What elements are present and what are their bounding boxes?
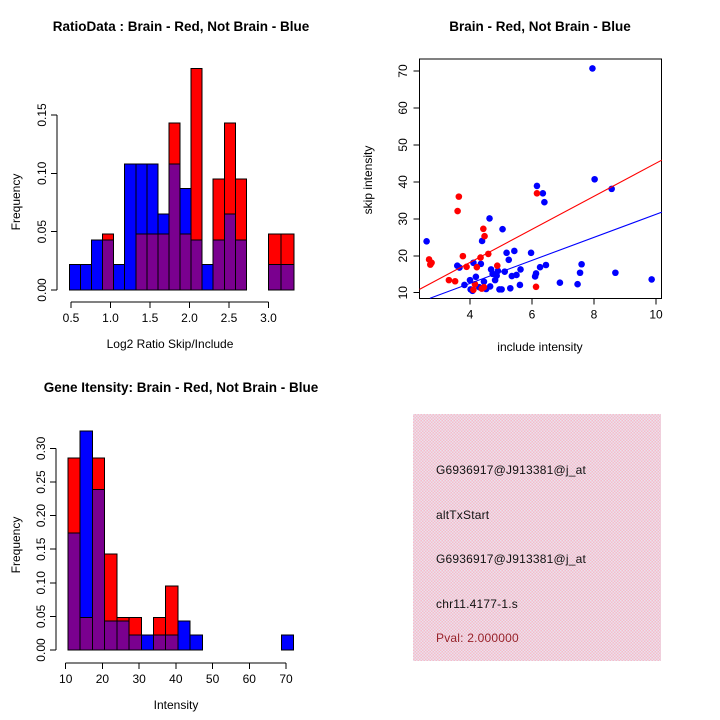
x-axis-title: Intensity: [153, 698, 199, 712]
histogram-bar-segment: [141, 635, 153, 650]
scatter-point-blue: [507, 285, 514, 292]
x-tick-label: 10: [59, 672, 73, 686]
x-tick-label: 8: [590, 307, 598, 322]
y-tick-label: 20: [396, 249, 410, 263]
histogram-bar-segment: [190, 635, 202, 650]
probe-id-line-1: G6936917@J913381@j_at: [436, 463, 587, 477]
scatter-point-blue: [513, 272, 520, 279]
scatter-point-red: [534, 190, 541, 197]
scatter-point-blue: [517, 266, 524, 273]
y-tick-label: 30: [396, 212, 410, 226]
histogram-overlap-segment: [180, 234, 191, 290]
histogram-overlap-segment: [103, 240, 114, 290]
scatter-point-blue: [498, 286, 505, 293]
histogram-bar-segment: [169, 123, 180, 164]
y-tick-label: 0.10: [34, 571, 48, 595]
histogram-overlap-segment: [269, 264, 282, 290]
y-tick-label: 0.00: [34, 638, 48, 662]
scatter-point-blue: [511, 248, 518, 255]
y-tick-label: 70: [396, 64, 410, 78]
y-tick-label: 0.05: [34, 604, 48, 629]
histogram-bar-segment: [180, 188, 191, 234]
x-tick-label: 4: [466, 307, 474, 322]
histogram-overlap-segment: [117, 621, 129, 650]
event-type-line: altTxStart: [436, 508, 490, 522]
scatter-point-blue: [534, 183, 541, 190]
scatter-point-red: [480, 225, 487, 232]
scatter-point-blue: [533, 270, 540, 277]
histogram-bar-segment: [69, 264, 80, 290]
histogram-bar-segment: [92, 458, 104, 490]
x-tick-label: 2.5: [220, 311, 238, 325]
scatter-point-blue: [589, 65, 596, 72]
histogram-bar-segment: [202, 264, 213, 290]
x-tick-label: 1.0: [102, 311, 119, 325]
scatter-point-blue: [499, 226, 506, 233]
y-tick-label: 0.05: [35, 219, 49, 244]
x-axis-title: Log2 Ratio Skip/Include: [106, 337, 234, 351]
chart-title: RatioData : Brain - Red, Not Brain - Blue: [52, 19, 310, 34]
histogram-bar-segment: [68, 458, 80, 533]
histogram-bar-segment: [224, 123, 235, 214]
scatter-point-red: [452, 278, 459, 285]
scatter-point-blue: [543, 262, 550, 269]
y-tick-label: 0.15: [34, 537, 48, 561]
y-tick-label: 0.20: [34, 503, 48, 528]
histogram-bar-segment: [158, 214, 169, 234]
histogram-overlap-segment: [105, 621, 117, 650]
scatter-point-blue: [423, 238, 430, 245]
histogram-overlap-segment: [147, 234, 158, 290]
histogram-overlap-segment: [224, 214, 235, 290]
scatter-point-blue: [574, 281, 581, 288]
x-axis-title: include intensity: [497, 340, 583, 354]
y-tick-label: 0.25: [34, 470, 48, 494]
y-tick-label: 10: [396, 286, 410, 300]
histogram-bar-segment: [117, 618, 129, 621]
scatter-point-red: [460, 253, 467, 260]
histogram-bar-segment: [125, 164, 136, 290]
x-tick-label: 30: [132, 672, 146, 686]
scatter-point-blue: [486, 215, 493, 222]
chart-title: Gene Itensity: Brain - Red, Not Brain - Blue: [43, 380, 319, 395]
histogram-bar-segment: [178, 621, 190, 650]
x-tick-label: 70: [279, 672, 293, 686]
histogram-bar-segment: [114, 264, 125, 290]
scatter-point-blue: [540, 190, 547, 197]
y-axis-title: Frequency: [9, 516, 23, 574]
scatter-point-blue: [517, 282, 524, 289]
probe-id-line-2: G6936917@J913381@j_at: [436, 552, 587, 566]
ratio-histogram-panel: [0, 0, 360, 360]
scatter-point-red: [494, 262, 501, 269]
scatter-point-red: [456, 193, 463, 200]
scatter-point-red: [454, 208, 461, 215]
histogram-bar-segment: [153, 618, 165, 635]
x-tick-label: 60: [242, 672, 256, 686]
scatter-point-blue: [577, 269, 584, 276]
scatter-point-blue: [591, 176, 598, 183]
x-tick-label: 1.5: [141, 311, 159, 325]
scatter-point-red: [474, 264, 481, 271]
y-tick-label: 0.15: [35, 103, 49, 127]
pval-line: Pval: 2.000000: [436, 631, 519, 645]
y-tick-label: 60: [396, 101, 410, 115]
histogram-overlap-segment: [166, 635, 178, 650]
scatter-point-blue: [612, 269, 619, 276]
x-tick-label: 0.5: [62, 311, 80, 325]
x-tick-label: 20: [95, 672, 110, 686]
histogram-bar-segment: [213, 179, 224, 240]
histogram-bar-segment: [269, 234, 282, 264]
histogram-bar-segment: [136, 164, 147, 234]
histogram-bar-segment: [282, 635, 294, 650]
x-tick-label: 10: [649, 307, 663, 322]
y-axis-title: skip intensity: [361, 145, 375, 215]
scatter-point-blue: [528, 249, 535, 256]
y-tick-label: 0.30: [34, 436, 48, 461]
histogram-overlap-segment: [191, 240, 202, 290]
histogram-bar-segment: [281, 234, 294, 264]
histogram-overlap-segment: [169, 164, 180, 290]
histogram-overlap-segment: [129, 635, 141, 650]
chromosome-line: chr11.4177-1.s: [436, 597, 518, 611]
histogram-overlap-segment: [80, 618, 92, 650]
y-tick-label: 0.10: [35, 161, 49, 186]
x-tick-label: 50: [205, 672, 220, 686]
scatter-point-blue: [541, 199, 548, 206]
histogram-overlap-segment: [281, 264, 294, 290]
histogram-bar-segment: [80, 431, 92, 618]
histogram-bar-segment: [105, 554, 117, 621]
histogram-overlap-segment: [136, 234, 147, 290]
scatter-point-blue: [503, 249, 510, 256]
histogram-bar-segment: [147, 164, 158, 234]
x-tick-label: 3.0: [260, 311, 277, 325]
scatter-point-red: [427, 261, 434, 268]
x-tick-label: 40: [169, 672, 183, 686]
histogram-overlap-segment: [92, 489, 104, 650]
y-tick-label: 0.00: [35, 278, 49, 302]
histogram-overlap-segment: [235, 240, 246, 290]
intensity-scatter-panel: [360, 0, 720, 360]
scatter-point-blue: [487, 283, 494, 290]
histogram-bar-segment: [191, 68, 202, 240]
histogram-bar-segment: [235, 179, 246, 240]
histogram-overlap-segment: [158, 234, 169, 290]
scatter-point-blue: [505, 257, 512, 264]
plot-box: [419, 59, 661, 298]
histogram-bar-segment: [103, 234, 114, 240]
scatter-point-red: [481, 233, 488, 240]
histogram-bar-segment: [166, 586, 178, 635]
scatter-point-red: [446, 277, 453, 284]
scatter-point-red: [533, 283, 540, 290]
histogram-overlap-segment: [68, 533, 80, 650]
scatter-point-red: [481, 284, 488, 291]
info-panel: [413, 414, 661, 661]
histogram-overlap-segment: [213, 240, 224, 290]
x-tick-label: 6: [528, 307, 536, 322]
histogram-bar-segment: [92, 240, 103, 290]
y-axis-title: Frequency: [9, 173, 23, 231]
y-tick-label: 40: [396, 175, 410, 189]
scatter-point-blue: [578, 261, 585, 268]
histogram-bar-segment: [80, 264, 91, 290]
scatter-point-blue: [648, 276, 655, 283]
gene-intensity-histogram-panel: [0, 360, 360, 720]
histogram-bar-segment: [129, 618, 141, 635]
y-tick-label: 50: [396, 138, 410, 152]
scatter-point-blue: [537, 264, 544, 271]
histogram-overlap-segment: [153, 635, 165, 650]
x-tick-label: 2.0: [181, 311, 198, 325]
scatter-point-red: [470, 286, 477, 293]
scatter-point-blue: [473, 274, 480, 281]
scatter-point-blue: [557, 279, 564, 286]
chart-title: Brain - Red, Not Brain - Blue: [449, 19, 631, 34]
